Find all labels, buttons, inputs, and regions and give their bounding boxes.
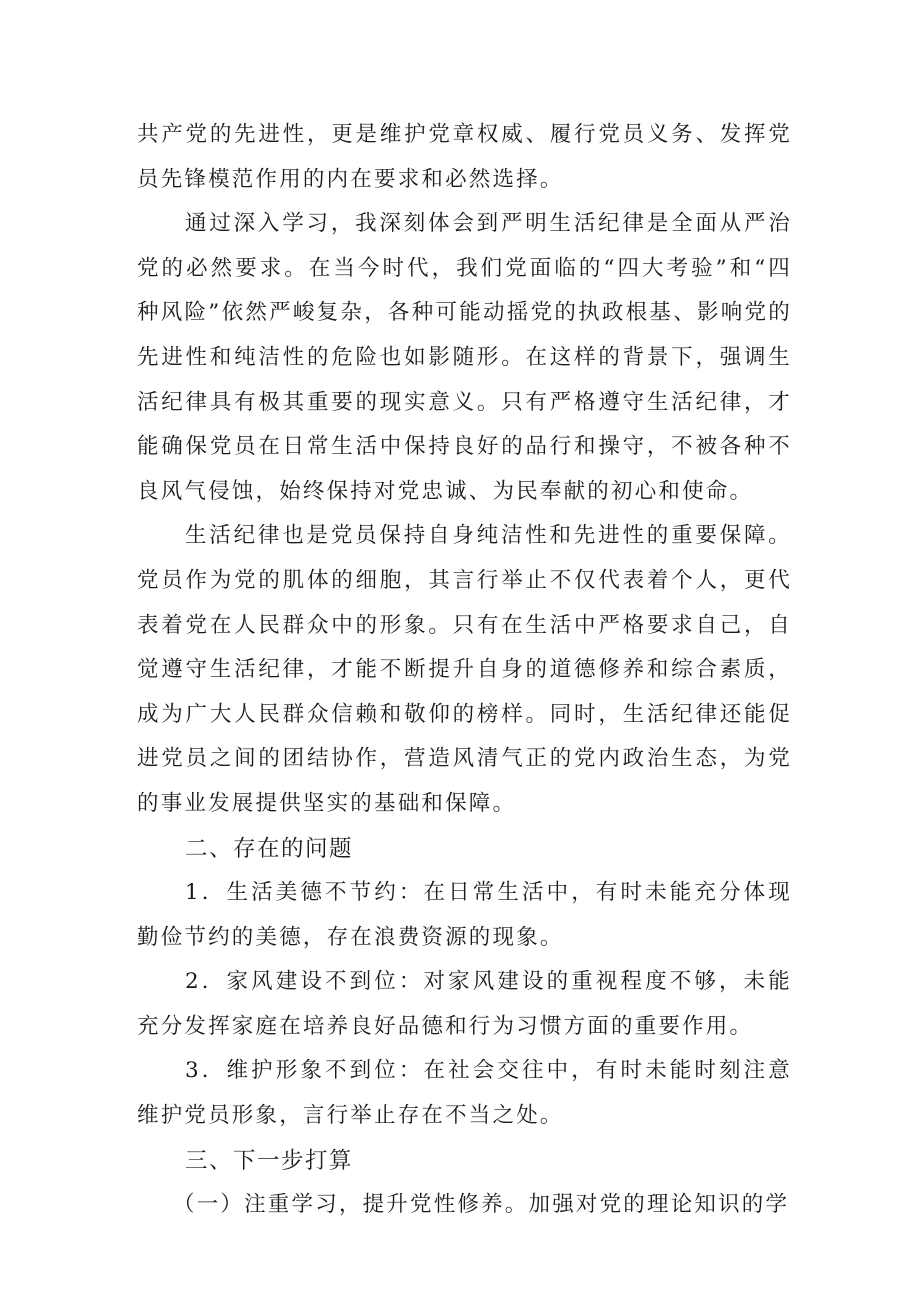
problem-item-1: 1．生活美德不节约：在日常生活中，有时未能充分体现勤俭节约的美德，存在浪费资源的现象。	[137, 880, 792, 950]
problem-item-2: 2．家风建设不到位：对家风建设的重视程度不够，未能充分发挥家庭在培养良好品德和行为习惯方面的重要作用。	[137, 969, 792, 1039]
problem-item-3: 3．维护形象不到位：在社会交往中，有时未能时刻注意维护党员形象，言行举止存在不当之处。	[137, 1058, 792, 1129]
next-step-item-1: （一）注重学习，提升党性修养。加强对党的理论知识的学	[173, 1192, 790, 1218]
paragraph-deep-study: 通过深入学习，我深刻体会到严明生活纪律是全面从严治党的必然要求。在当今时代，我们党面临的“四大考验”和“四种风险”依然严峻复杂，各种可能动摇党的执政根基、影响党的先进性和纯洁性的危险也如影随形。在这样的背景下，强调生活纪律具有极其重要的现实意义。只有严格遵守生活纪律，才能确保党员在日常生活中保持良好的品行和操守，不被各种不良风气侵蚀，始终保持对党忠诚、为民奉献的初心和使命。	[137, 211, 792, 504]
paragraph-continuation: 共产党的先进性，更是维护党章权威、履行党员义务、发挥党员先锋模范作用的内在要求和必然选择。	[137, 122, 792, 192]
section-heading-problems: 二、存在的问题	[185, 835, 354, 862]
paragraph-life-discipline: 生活纪律也是党员保持自身纯洁性和先进性的重要保障。党员作为党的肌体的细胞，其言行举止不仅代表着个人，更代表着党在人民群众中的形象。只有在生活中严格要求自己，自觉遵守生活纪律，才能不断提升自身的道德修养和综合素质，成为广大人民群众信赖和敬仰的榜样。同时，生活纪律还能促进党员之间的团结协作，营造风清气正的党内政治生态，为党的事业发展提供坚实的基础和保障。	[137, 523, 792, 816]
section-heading-next-steps: 三、下一步打算	[185, 1147, 354, 1174]
document-body	[137, 113, 792, 1228]
